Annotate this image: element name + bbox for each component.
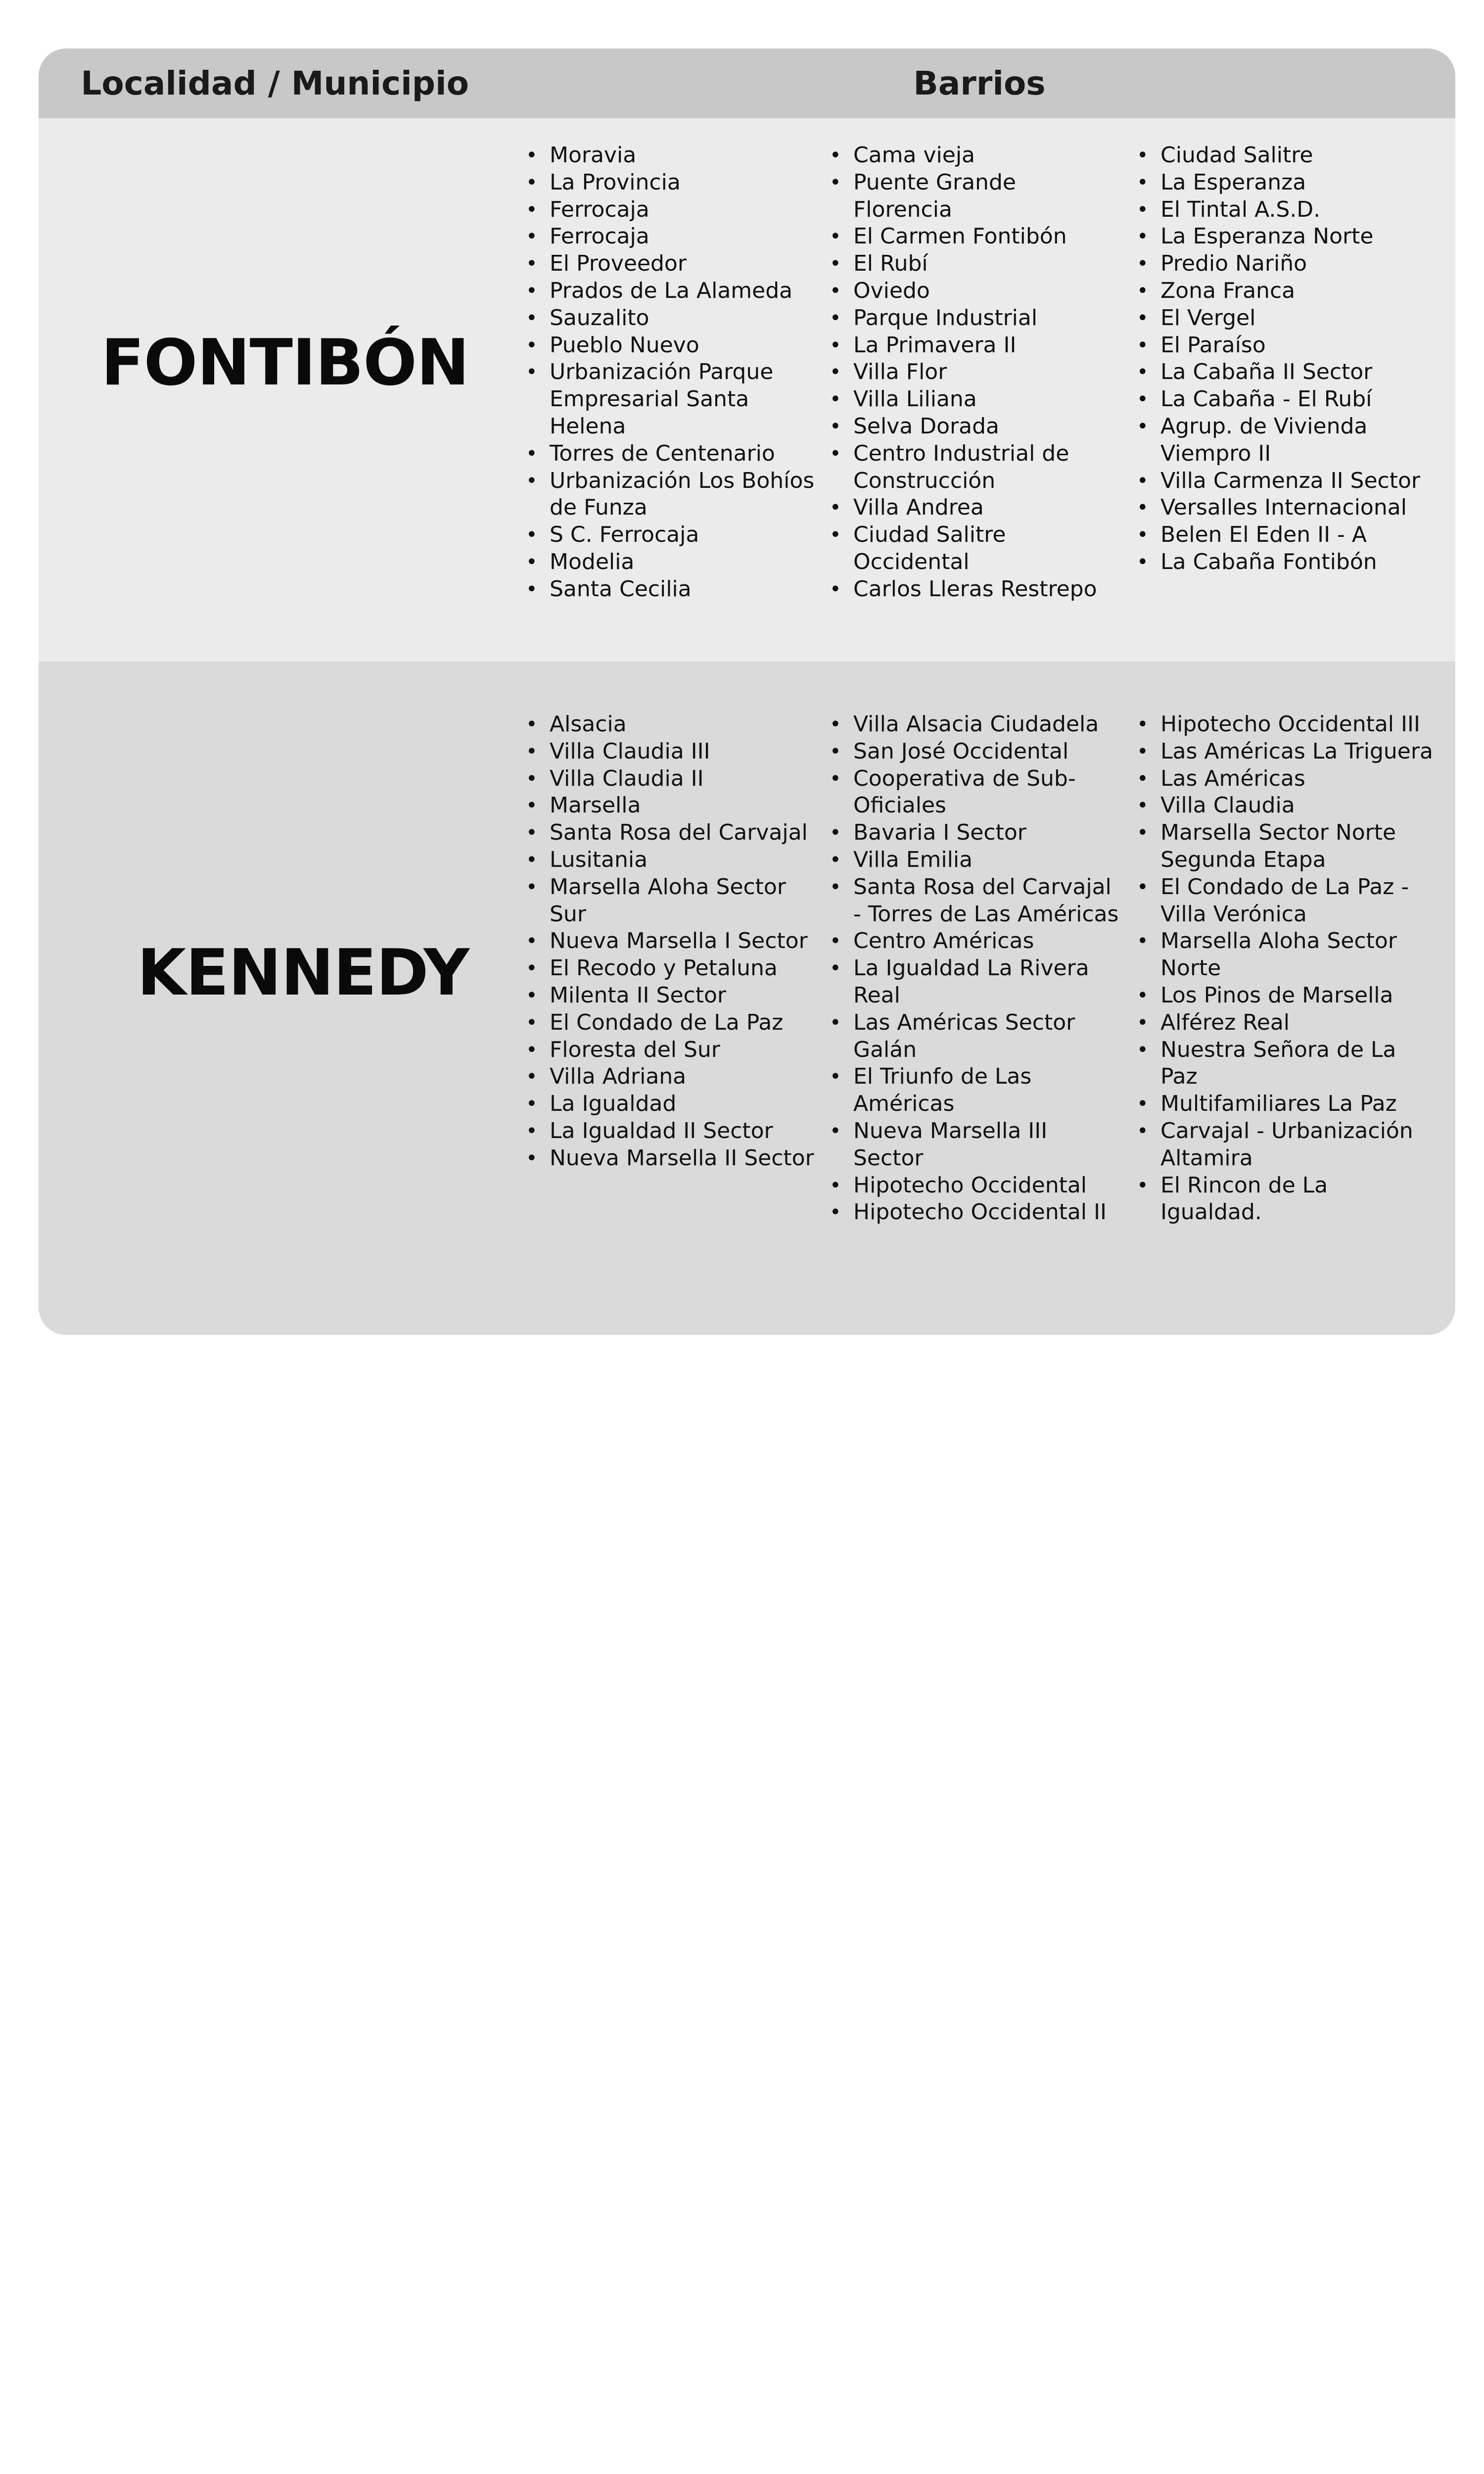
barrio-item: • Villa Emilia (830, 847, 1121, 874)
barrio-item: • La Provincia (526, 169, 818, 196)
barrios-column-3 (1137, 711, 1434, 1226)
barrio-item: • Centro Américas (830, 928, 1121, 955)
barrio-item: • Marsella Aloha Sector Norte (1137, 928, 1434, 982)
barrio-item: • La Igualdad (526, 1091, 818, 1118)
barrios-column-3 (1137, 142, 1434, 576)
barrio-item: • Nuestra Señora de La Paz (1137, 1037, 1434, 1091)
barrio-item: • Pueblo Nuevo (526, 332, 818, 359)
barrio-item: • Nueva Marsella III Sector (830, 1118, 1121, 1172)
barrio-item: • Ferrocaja (526, 196, 818, 224)
barrio-item: • Carlos Lleras Restrepo (830, 576, 1121, 603)
barrio-item: • Centro Industrial de Construcción (830, 440, 1121, 495)
barrio-item: • Ciudad Salitre (1137, 142, 1434, 169)
barrio-item: • Torres de Centenario (526, 440, 818, 468)
barrio-item: • Villa Claudia (1137, 792, 1434, 819)
barrio-item: • El Triunfo de Las Américas (830, 1063, 1121, 1118)
barrio-item: • Las Américas La Triguera (1137, 738, 1434, 765)
barrio-item: • Ferrocaja (526, 223, 818, 250)
barrio-item: • S C. Ferrocaja (526, 522, 818, 549)
row-fontibon (39, 118, 1455, 662)
barrio-item: • Santa Rosa del Carvajal (526, 819, 818, 847)
barrio-item: • Villa Flor (830, 359, 1121, 386)
barrio-item: • Alférez Real (1137, 1009, 1434, 1037)
barrio-item: • Carvajal - Urbanización Altamira (1137, 1118, 1434, 1172)
barrio-item: • El Rincon de La Igualdad. (1137, 1172, 1434, 1227)
barrio-item: • La Esperanza Norte (1137, 223, 1434, 250)
barrio-item: • La Igualdad La Rivera Real (830, 955, 1121, 1009)
barrio-item: • Santa Rosa del Carvajal - Torres de Las Américas (830, 874, 1121, 928)
header-barrios: Barrios (913, 64, 1046, 102)
barrio-item: • Floresta del Sur (526, 1037, 818, 1064)
barrio-item: • El Paraíso (1137, 332, 1434, 359)
barrio-item: • Nueva Marsella II Sector (526, 1145, 818, 1172)
header-locality: Localidad / Municipio (81, 64, 469, 102)
barrio-item: • Oviedo (830, 278, 1121, 305)
barrio-item: • Zona Franca (1137, 278, 1434, 305)
barrio-item: • El Proveedor (526, 250, 818, 278)
barrios-column-1 (526, 711, 818, 1172)
barrio-item: • El Tintal A.S.D. (1137, 196, 1434, 224)
barrio-item: • Modelia (526, 549, 818, 576)
barrio-item: • Hipotecho Occidental III (1137, 711, 1434, 738)
barrio-item: • El Recodo y Petaluna (526, 955, 818, 982)
barrio-item: • La Igualdad II Sector (526, 1118, 818, 1145)
localities-table (39, 48, 1455, 1335)
barrio-item: • Alsacia (526, 711, 818, 738)
barrio-item: • Hipotecho Occidental II (830, 1199, 1121, 1226)
barrios-column-2 (830, 142, 1121, 603)
barrio-item: • Prados de La Alameda (526, 278, 818, 305)
barrio-item: • Moravia (526, 142, 818, 169)
barrio-item: • San José Occidental (830, 738, 1121, 765)
barrio-item: • La Esperanza (1137, 169, 1434, 196)
barrio-item: • Urbanización Los Bohíos de Funza (526, 468, 818, 522)
barrio-item: • El Rubí (830, 250, 1121, 278)
barrio-item: • Multifamiliares La Paz (1137, 1091, 1434, 1118)
barrio-item: • Villa Claudia III (526, 738, 818, 765)
barrio-item: • El Carmen Fontibón (830, 223, 1121, 250)
barrio-item: • Milenta II Sector (526, 982, 818, 1009)
barrio-item: • Cooperativa de Sub-Oficiales (830, 765, 1121, 820)
barrio-item: • Versalles Internacional (1137, 494, 1434, 522)
barrios-column-2 (830, 711, 1121, 1226)
barrio-item: • Santa Cecilia (526, 576, 818, 603)
barrio-item: • Cama vieja (830, 142, 1121, 169)
barrio-item: • Puente Grande Florencia (830, 169, 1121, 224)
barrio-item: • Villa Claudia II (526, 765, 818, 793)
row-kennedy (39, 662, 1455, 1335)
barrio-item: • Agrup. de Vivienda Viempro II (1137, 413, 1434, 468)
barrio-item: • Hipotecho Occidental (830, 1172, 1121, 1199)
locality-name: FONTIBÓN (101, 326, 469, 400)
barrio-item: • Sauzalito (526, 305, 818, 332)
barrio-item: • Belen El Eden II - A (1137, 522, 1434, 549)
barrio-item: • Marsella Aloha Sector Sur (526, 874, 818, 928)
barrio-item: • La Cabaña - El Rubí (1137, 386, 1434, 413)
barrio-item: • Predio Nariño (1137, 250, 1434, 278)
table-header (39, 48, 1455, 118)
barrio-item: • Villa Alsacia Ciudadela (830, 711, 1121, 738)
barrio-item: • Urbanización Parque Empresarial Santa Helena (526, 359, 818, 440)
barrio-item: • La Primavera II (830, 332, 1121, 359)
barrio-item: • Villa Andrea (830, 494, 1121, 522)
barrio-item: • Las Américas (1137, 765, 1434, 793)
locality-name: KENNEDY (137, 936, 469, 1010)
barrio-item: • Villa Liliana (830, 386, 1121, 413)
barrio-item: • La Cabaña Fontibón (1137, 549, 1434, 576)
barrio-item: • Ciudad Salitre Occidental (830, 522, 1121, 576)
barrio-item: • Nueva Marsella I Sector (526, 928, 818, 955)
barrio-item: • Selva Dorada (830, 413, 1121, 440)
barrio-item: • Villa Adriana (526, 1063, 818, 1091)
barrio-item: • El Vergel (1137, 305, 1434, 332)
barrio-item: • Marsella Sector Norte Segunda Etapa (1137, 819, 1434, 874)
barrio-item: • Marsella (526, 792, 818, 819)
barrio-item: • Parque Industrial (830, 305, 1121, 332)
barrio-item: • El Condado de La Paz - Villa Verónica (1137, 874, 1434, 928)
barrios-column-1 (526, 142, 818, 603)
barrio-item: • Bavaria I Sector (830, 819, 1121, 847)
barrio-item: • Los Pinos de Marsella (1137, 982, 1434, 1009)
barrio-item: • El Condado de La Paz (526, 1009, 818, 1037)
barrio-item: • Las Américas Sector Galán (830, 1009, 1121, 1064)
barrio-item: • Lusitania (526, 847, 818, 874)
barrio-item: • La Cabaña II Sector (1137, 359, 1434, 386)
barrio-item: • Villa Carmenza II Sector (1137, 468, 1434, 495)
